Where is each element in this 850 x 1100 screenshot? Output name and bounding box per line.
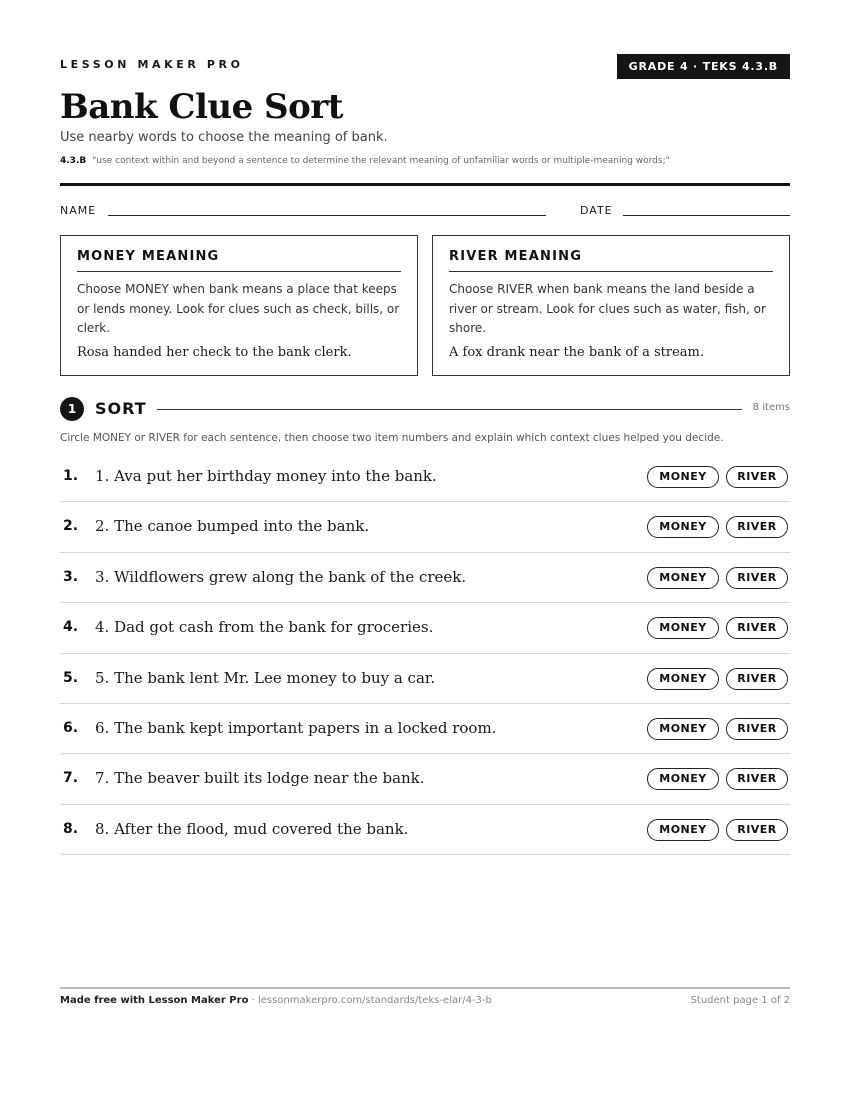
money-choice-pill[interactable]: MONEY [647,768,719,790]
section-divider [157,409,742,410]
item-number: 5. [63,669,79,686]
standard-text: "use context within and beyond a sentence to determine the relevant meaning of unfamiliar words or multiple-meaning words;" [92,156,670,166]
card-description: Choose MONEY when bank means a place that keeps or lends money. Look for clues such as check, bills, or clerk. [77,282,400,335]
card-example: A fox drank near the bank of a stream. [449,344,704,360]
list-item [60,654,790,704]
money-meaning-card [60,235,418,376]
footer-credit-text: Made free with Lesson Maker Pro [60,995,249,1006]
footer-page-number: Student page 1 of 2 [690,995,790,1006]
standard-reference [60,156,670,166]
page-title: Bank Clue Sort [60,87,343,127]
item-number: 6. [63,719,79,736]
name-label: NAME [60,204,97,217]
item-number: 1. [63,468,79,484]
money-choice-pill[interactable]: MONEY [647,567,719,589]
date-label: DATE [580,204,613,217]
card-example: Rosa handed her check to the bank clerk. [77,344,352,360]
river-choice-pill[interactable]: RIVER [726,617,788,639]
footer-url: · lessonmakerpro.com/standards/teks-elar/4-3-b [248,995,492,1006]
list-item [60,502,790,552]
money-choice-pill[interactable]: MONEY [647,617,719,639]
item-number: 7. [63,770,79,787]
card-title: RIVER MEANING [449,249,773,272]
item-sentence: 4. Dad got cash from the bank for groceries. [95,618,434,637]
river-choice-pill[interactable]: RIVER [726,819,788,841]
river-choice-pill[interactable]: RIVER [726,516,788,538]
money-choice-pill[interactable]: MONEY [647,516,719,538]
name-field[interactable] [108,215,546,216]
list-item [60,553,790,603]
section-title: SORT [95,399,147,418]
item-sentence: 6. The bank kept important papers in a locked room. [95,718,497,737]
item-count: 8 items [752,402,790,413]
card-title: MONEY MEANING [77,249,401,272]
river-choice-pill[interactable]: RIVER [726,768,788,790]
item-sentence: 5. The bank lent Mr. Lee money to buy a car. [95,668,436,687]
money-choice-pill[interactable]: MONEY [647,718,719,740]
item-number: 4. [63,619,79,636]
item-number: 2. [63,518,79,535]
list-item [60,805,790,855]
money-choice-pill[interactable]: MONEY [647,819,719,841]
date-field[interactable] [623,215,790,216]
footer-credit [60,995,492,1006]
grade-badge: GRADE 4 · TEKS 4.3.B [617,54,790,79]
header-divider [60,183,790,186]
river-choice-pill[interactable]: RIVER [726,567,788,589]
footer-divider [60,987,790,989]
river-choice-pill[interactable]: RIVER [726,466,788,488]
list-item [60,603,790,653]
money-choice-pill[interactable]: MONEY [647,668,719,690]
section-instructions: Circle MONEY or RIVER for each sentence, then choose two item numbers and explain which context clues helped you decide. [60,432,724,444]
item-list [60,452,790,855]
money-choice-pill[interactable]: MONEY [647,466,719,488]
river-meaning-card [432,235,790,376]
river-choice-pill[interactable]: RIVER [726,718,788,740]
list-item [60,704,790,754]
list-item [60,452,790,502]
item-sentence: 7. The beaver built its lodge near the bank. [95,769,425,788]
item-number: 3. [63,568,79,585]
item-sentence: 3. Wildflowers grew along the bank of the creek. [95,567,467,586]
item-sentence: 8. After the flood, mud covered the bank. [95,819,409,838]
page-subtitle: Use nearby words to choose the meaning of bank. [60,130,388,145]
list-item [60,754,790,804]
river-choice-pill[interactable]: RIVER [726,668,788,690]
brand-name: LESSON MAKER PRO [60,58,244,71]
standard-code: 4.3.B [60,156,87,166]
card-description: Choose RIVER when bank means the land beside a river or stream. Look for clues such as water, fish, or shore. [449,282,766,335]
item-number: 8. [63,820,79,837]
item-sentence: 1. Ava put her birthday money into the bank. [95,467,437,485]
item-sentence: 2. The canoe bumped into the bank. [95,517,370,536]
section-number-badge: 1 [60,397,84,421]
worksheet-page [60,0,790,1100]
